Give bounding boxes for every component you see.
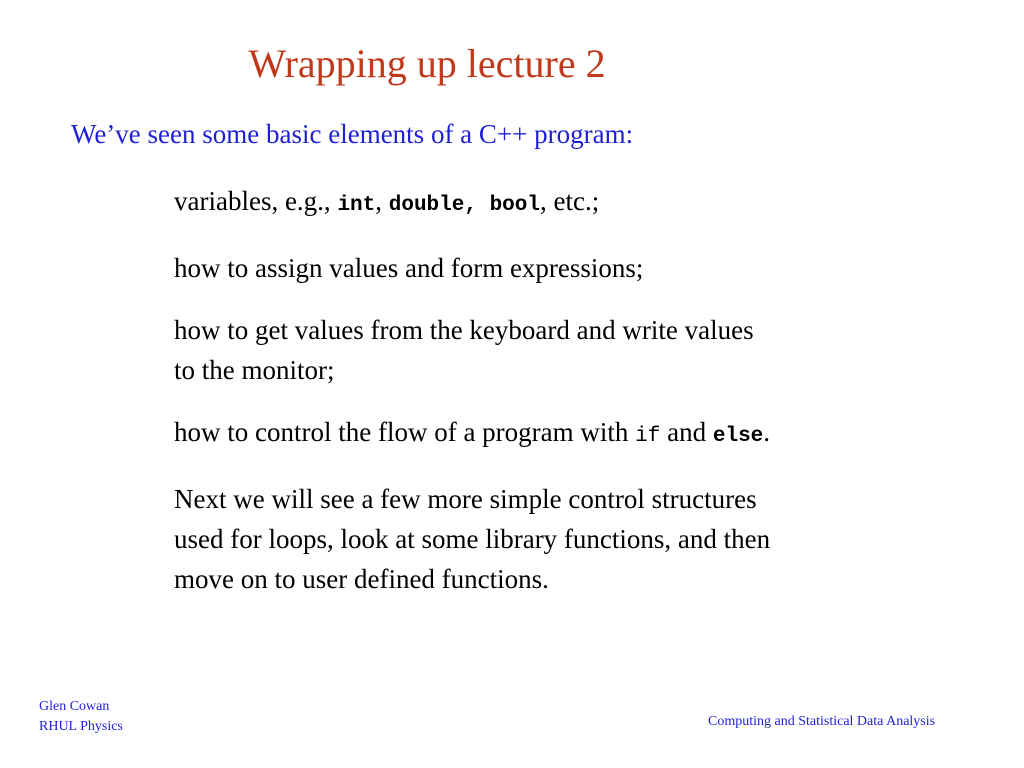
next-line-3: move on to user defined functions. (174, 564, 549, 594)
next-line-2: used for loops, look at some library functions, and then (174, 524, 771, 554)
flow-prefix: how to control the flow of a program with (174, 417, 636, 447)
list-item-next (174, 479, 944, 599)
variables-separator: , (375, 186, 389, 216)
intro-text: We’ve seen some basic elements of a C++ program: (71, 119, 634, 149)
author-name: Glen Cowan (39, 699, 110, 714)
code-if: if (635, 425, 661, 448)
io-line-2: to the monitor; (174, 355, 335, 385)
code-int: int (337, 194, 376, 217)
list-item-variables (174, 181, 944, 226)
io-line-1: how to get values from the keyboard and write values (174, 315, 754, 345)
slide-title: Wrapping up lecture 2 (248, 41, 606, 86)
list-item-io (174, 310, 944, 390)
list-item-assign: how to assign values and form expressions; (174, 253, 644, 283)
code-double-bool: double, bool (388, 194, 540, 217)
flow-mid: and (660, 417, 713, 447)
code-else: else (712, 425, 764, 448)
flow-suffix: . (763, 417, 771, 447)
footer-course-title: Computing and Statistical Data Analysis (708, 714, 936, 729)
footer-author-block (39, 697, 123, 737)
list-item-flow (174, 412, 944, 457)
variables-suffix: , etc.; (539, 186, 600, 216)
bullet-list (174, 181, 944, 621)
variables-prefix: variables, e.g., (174, 186, 338, 216)
author-affiliation: RHUL Physics (39, 719, 123, 734)
next-line-1: Next we will see a few more simple control structures (174, 484, 757, 514)
